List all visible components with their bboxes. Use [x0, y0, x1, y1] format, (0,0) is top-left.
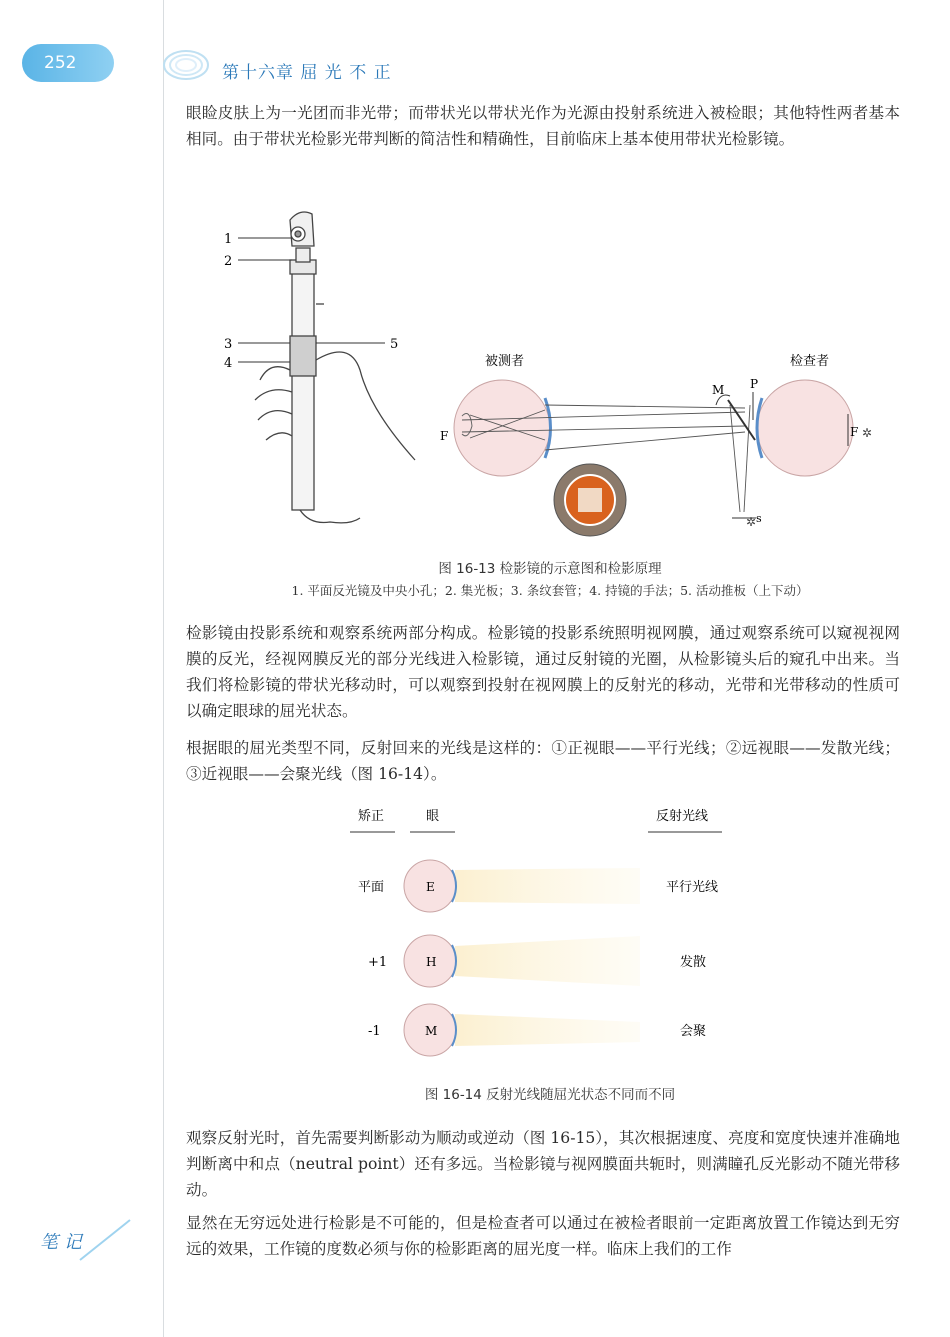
figure-16-13-caption: 图 16-13 检影镜的示意图和检影原理	[438, 561, 662, 577]
col-correction: 矫正	[358, 809, 385, 824]
point-f-left: F	[440, 429, 449, 443]
pupil-band	[578, 488, 602, 512]
figure-16-14-caption: 图 16-14 反射光线随屈光状态不同而不同	[424, 1087, 676, 1103]
page-number-badge: 252	[22, 44, 114, 82]
row2-eye: H	[426, 955, 437, 969]
subject-label: 被测者	[485, 354, 525, 369]
subject-eye	[454, 380, 550, 476]
label-1: 1	[224, 232, 233, 247]
chapter-title: 第十六章 屈 光 不 正	[222, 63, 392, 83]
row3-eye: M	[425, 1024, 438, 1038]
decorative-swirl-icon	[160, 40, 220, 90]
label-3: 3	[224, 337, 233, 352]
light-source-icon: ✲	[746, 515, 757, 529]
label-2: 2	[224, 254, 233, 269]
point-s: s	[756, 512, 762, 525]
star-icon: ✲	[862, 426, 873, 440]
paragraph-2: 检影镜由投影系统和观察系统两部分构成。检影镜的投影系统照明视网膜，通过观察系统可以窥视视网膜的反光，经视网膜反光的部分光线进入检影镜，通过反射镜的光圈，从检影镜头后的窥孔中出来。当我们将检影镜的带状光移动时，可以观察到投射在视网膜上的反射光的移动，光带和光带移动的性质可以确定眼球的屈光状态。	[186, 624, 900, 720]
examiner-eye	[757, 380, 853, 476]
beam-parallel	[455, 868, 640, 904]
row3-correction: -1	[368, 1024, 381, 1039]
margin-note: 笔 记	[40, 1232, 82, 1253]
col-eye: 眼	[426, 809, 440, 824]
pen-stroke-icon	[75, 1215, 135, 1265]
paragraph-4: 观察反射光时，首先需要判断影动为顺动或逆动（图 16-15），其次根据速度、亮度和宽度快速并准确地判断离中和点（neutral point）还有多远。当检影镜与视网膜面共轭时，则满瞳孔反光影动不随光带移动。	[186, 1129, 900, 1199]
beam-diverging	[455, 936, 640, 986]
margin-rule	[163, 0, 164, 1337]
point-f-right: F	[850, 425, 859, 439]
figure-16-14	[340, 800, 760, 1070]
row3-result: 会聚	[680, 1024, 707, 1039]
examiner-label: 检查者	[790, 354, 830, 369]
retinoscope-drawing	[255, 212, 415, 523]
label-4: 4	[224, 356, 233, 371]
point-m: M	[712, 383, 725, 397]
figure-16-13	[200, 200, 900, 545]
row1-eye: E	[426, 880, 435, 894]
point-p: P	[750, 377, 759, 391]
row1-result: 平行光线	[666, 880, 719, 895]
row2-result: 发散	[680, 955, 707, 970]
row1-correction: 平面	[358, 880, 385, 895]
paragraph-3: 根据眼的屈光类型不同，反射回来的光线是这样的：①正视眼——平行光线；②远视眼——发散光线；③近视眼——会聚光线（图 16-14）。	[186, 739, 900, 783]
paragraph-1: 眼睑皮肤上为一光团而非光带；而带状光以带状光作为光源由投射系统进入被检眼；其他特性两者基本相同。由于带状光检影光带判断的简洁性和精确性，目前临床上基本使用带状光检影镜。	[186, 104, 900, 148]
beam-converging	[455, 1014, 640, 1046]
row2-correction: +1	[368, 955, 388, 970]
col-reflected: 反射光线	[656, 809, 709, 824]
label-5: 5	[390, 337, 399, 352]
figure-16-13-legend: 1. 平面反光镜及中央小孔；2. 集光板；3. 条纹套管；4. 持镜的手法；5. 活动推板（上下动）	[291, 583, 809, 598]
paragraph-5: 显然在无穷远处进行检影是不可能的，但是检查者可以通过在被检者眼前一定距离放置工作镜达到无穷远的效果，工作镜的度数必须与你的检影距离的屈光度一样。临床上我们的工作	[186, 1214, 900, 1258]
mirror	[728, 400, 755, 440]
